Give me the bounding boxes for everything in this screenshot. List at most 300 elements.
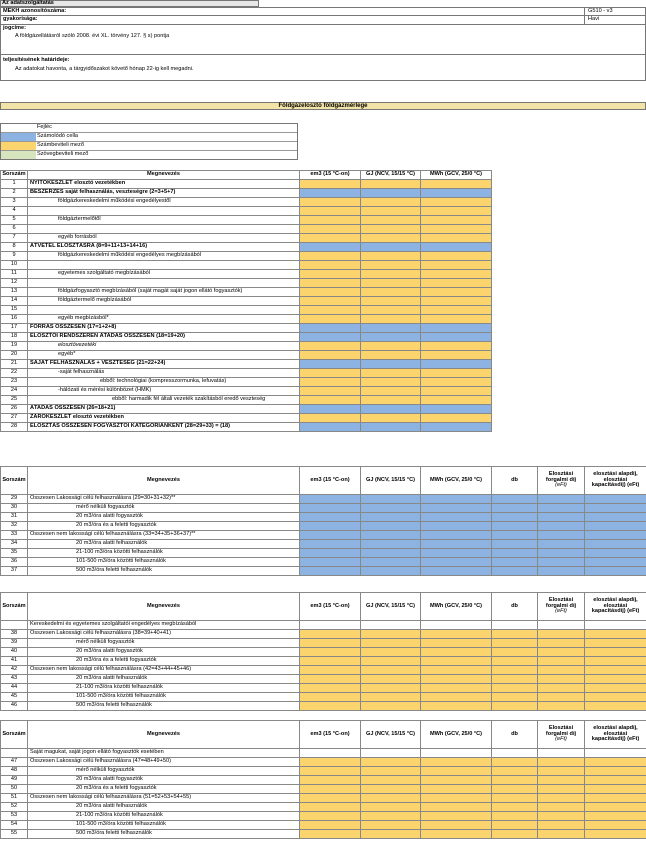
value-input-cell[interactable] (361, 794, 421, 803)
row-number: 25 (1, 396, 28, 405)
value-input-cell[interactable] (538, 830, 585, 839)
value-input-cell[interactable] (300, 252, 361, 261)
value-input-cell[interactable] (361, 803, 421, 812)
value-input-cell[interactable] (421, 297, 492, 306)
legend-label: Számbeviteli mező (37, 142, 84, 148)
row-label: 101-500 m3/óra közötti felhasználók (28, 693, 300, 702)
value-input-cell[interactable] (361, 180, 421, 189)
empty-cell (538, 621, 585, 630)
calculated-cell (421, 324, 492, 333)
col-dij1 (538, 467, 585, 495)
calculated-cell (538, 558, 585, 567)
value-input-cell[interactable] (421, 270, 492, 279)
table-row (1, 767, 646, 776)
value-input-cell[interactable] (361, 396, 421, 405)
value-input-cell[interactable] (300, 812, 361, 821)
empty-cell (361, 749, 421, 758)
row-number: 52 (1, 803, 28, 812)
calculated-cell (538, 549, 585, 558)
value-input-cell[interactable] (492, 657, 538, 666)
value-input-cell[interactable] (361, 270, 421, 279)
value-input-cell[interactable] (361, 821, 421, 830)
value-input-cell[interactable] (421, 306, 492, 315)
table-row (1, 830, 646, 839)
row-label: 20 m3/óra alatti felhasználók (28, 540, 300, 549)
value-input-cell[interactable] (421, 684, 492, 693)
value-input-cell[interactable] (421, 369, 492, 378)
distribution-table (0, 466, 646, 576)
value-input-cell[interactable] (492, 821, 538, 830)
table-row (1, 776, 646, 785)
value-input-cell[interactable] (585, 648, 646, 657)
value-input-cell[interactable] (361, 702, 421, 711)
value-input-cell[interactable] (361, 234, 421, 243)
value-input-cell[interactable] (492, 758, 538, 767)
table-row (1, 812, 646, 821)
table-row (1, 785, 646, 794)
value-input-cell[interactable] (421, 776, 492, 785)
value-input-cell[interactable] (421, 630, 492, 639)
row-label: földgázkereskedelmi működési engedélyestől (28, 198, 300, 207)
value-input-cell[interactable] (421, 234, 492, 243)
value-input-cell[interactable] (585, 675, 646, 684)
value-input-cell[interactable] (421, 387, 492, 396)
value-input-cell[interactable] (300, 396, 361, 405)
value-input-cell[interactable] (361, 279, 421, 288)
value-input-cell[interactable] (492, 803, 538, 812)
table-row (1, 216, 492, 225)
value-input-cell[interactable] (361, 414, 421, 423)
value-input-cell[interactable] (361, 776, 421, 785)
col-mwh: MWh (GCV, 25/0 °C) (421, 171, 492, 180)
empty-cell (492, 749, 538, 758)
value-input-cell[interactable] (492, 684, 538, 693)
value-input-cell[interactable] (585, 702, 646, 711)
value-input-cell[interactable] (300, 198, 361, 207)
value-input-cell[interactable] (492, 785, 538, 794)
value-input-cell[interactable] (361, 261, 421, 270)
legend-item (1, 124, 297, 133)
row-label: 500 m3/óra feletti felhasználók (28, 702, 300, 711)
col-m3: em3 (15 °C-on) (300, 467, 361, 495)
value-input-cell[interactable] (361, 315, 421, 324)
row-number: 53 (1, 812, 28, 821)
row-number: 1 (1, 180, 28, 189)
value-input-cell[interactable] (361, 767, 421, 776)
value-input-cell[interactable] (421, 279, 492, 288)
value-input-cell[interactable] (421, 767, 492, 776)
row-number: 30 (1, 504, 28, 513)
value-input-cell[interactable] (585, 821, 646, 830)
col-sorszam: Sorszám (1, 171, 28, 180)
value-input-cell[interactable] (361, 693, 421, 702)
value-input-cell[interactable] (421, 648, 492, 657)
row-number: 22 (1, 369, 28, 378)
table-row (1, 342, 492, 351)
value-input-cell[interactable] (585, 666, 646, 675)
calculated-cell (361, 522, 421, 531)
value-input-cell[interactable] (538, 702, 585, 711)
value-input-cell[interactable] (492, 630, 538, 639)
calculated-cell (492, 495, 538, 504)
value-input-cell[interactable] (492, 675, 538, 684)
value-input-cell[interactable] (421, 821, 492, 830)
row-number: 5 (1, 216, 28, 225)
row-label: 500 m3/óra feletti felhasználók (28, 567, 300, 576)
value-input-cell[interactable] (361, 812, 421, 821)
value-input-cell[interactable] (361, 198, 421, 207)
value-input-cell[interactable] (421, 396, 492, 405)
value-input-cell[interactable] (421, 207, 492, 216)
value-input-cell[interactable] (361, 378, 421, 387)
calculated-cell (492, 513, 538, 522)
value-input-cell[interactable] (361, 630, 421, 639)
balance-table (0, 170, 492, 432)
calculated-cell (300, 540, 361, 549)
value-input-cell[interactable] (421, 666, 492, 675)
row-number: 37 (1, 567, 28, 576)
value-input-cell[interactable] (538, 776, 585, 785)
table-row (1, 693, 646, 702)
value-input-cell[interactable] (585, 794, 646, 803)
value-input-cell[interactable] (300, 821, 361, 830)
legend-label: Fejléc (37, 124, 52, 130)
row-label: egyéb forrásból (28, 234, 300, 243)
value-input-cell[interactable] (585, 630, 646, 639)
value-input-cell[interactable] (421, 657, 492, 666)
calculated-cell (361, 423, 421, 432)
row-number: 35 (1, 549, 28, 558)
value-input-cell[interactable] (492, 693, 538, 702)
value-input-cell[interactable] (421, 639, 492, 648)
value-input-cell[interactable] (492, 702, 538, 711)
row-label: 20 m3/óra és a feletti fogyasztók (28, 522, 300, 531)
value-input-cell[interactable] (300, 234, 361, 243)
value-input-cell[interactable] (300, 378, 361, 387)
value-input-cell[interactable] (361, 675, 421, 684)
value-input-cell[interactable] (361, 306, 421, 315)
table-row (1, 639, 646, 648)
value-input-cell[interactable] (585, 758, 646, 767)
calculated-cell (300, 423, 361, 432)
value-input-cell[interactable] (421, 675, 492, 684)
deadline-label: teljesítésének határideje: (3, 57, 70, 63)
value-input-cell[interactable] (538, 630, 585, 639)
deadline-text: Az adatokat havonta, a tárgyidőszakot követő hónap 22-ig kell megadni. (15, 66, 194, 72)
row-label: Összesen Lakossági célú felhasználásra (29=30+31+32)** (28, 495, 300, 504)
value-input-cell[interactable] (361, 342, 421, 351)
empty-cell (538, 749, 585, 758)
value-input-cell[interactable] (585, 657, 646, 666)
value-input-cell[interactable] (538, 812, 585, 821)
value-input-cell[interactable] (538, 758, 585, 767)
value-input-cell[interactable] (361, 369, 421, 378)
freq-value: Havi (588, 16, 600, 22)
legend-item (1, 133, 297, 142)
table-row (1, 270, 492, 279)
value-input-cell[interactable] (300, 225, 361, 234)
value-input-cell[interactable] (492, 648, 538, 657)
value-input-cell[interactable] (300, 306, 361, 315)
value-input-cell[interactable] (585, 767, 646, 776)
value-input-cell[interactable] (300, 702, 361, 711)
value-input-cell[interactable] (538, 821, 585, 830)
value-input-cell[interactable] (585, 776, 646, 785)
value-input-cell[interactable] (538, 794, 585, 803)
value-input-cell[interactable] (492, 794, 538, 803)
table-row (1, 252, 492, 261)
value-input-cell[interactable] (421, 378, 492, 387)
section-title: Az adatszolgáltatás (2, 0, 54, 6)
table-row (1, 414, 492, 423)
calculated-cell (300, 558, 361, 567)
value-input-cell[interactable] (421, 198, 492, 207)
value-input-cell[interactable] (300, 657, 361, 666)
value-input-cell[interactable] (421, 785, 492, 794)
row-label: földgázfogyasztó megbízásából (saját magát saját jogon ellátó fogyasztók) (28, 288, 300, 297)
calculated-cell (421, 504, 492, 513)
value-input-cell[interactable] (421, 803, 492, 812)
calculated-cell (585, 540, 646, 549)
table-row (1, 657, 646, 666)
value-input-cell[interactable] (492, 812, 538, 821)
calculated-cell (300, 531, 361, 540)
value-input-cell[interactable] (585, 693, 646, 702)
value-input-cell[interactable] (361, 830, 421, 839)
row-label (28, 261, 300, 270)
row-number: 33 (1, 531, 28, 540)
value-input-cell[interactable] (300, 666, 361, 675)
value-input-cell[interactable] (585, 684, 646, 693)
value-input-cell[interactable] (361, 785, 421, 794)
row-number: 21 (1, 360, 28, 369)
col-dij1-unit: (eFt) (555, 736, 567, 743)
table-row (1, 324, 492, 333)
row-label: Összesen Lakossági célú felhasználásra (38=39+40+41) (28, 630, 300, 639)
col-mwh: MWh (GCV, 25/0 °C) (421, 721, 492, 749)
table-row (1, 540, 646, 549)
row-number: 29 (1, 495, 28, 504)
value-input-cell[interactable] (492, 767, 538, 776)
value-input-cell[interactable] (421, 702, 492, 711)
row-number: 45 (1, 693, 28, 702)
calculated-cell (585, 531, 646, 540)
col-m3: em3 (15 °C-on) (300, 593, 361, 621)
value-input-cell[interactable] (300, 675, 361, 684)
value-input-cell[interactable] (300, 414, 361, 423)
value-input-cell[interactable] (361, 684, 421, 693)
table-row (1, 702, 646, 711)
calculated-cell (585, 522, 646, 531)
value-input-cell[interactable] (421, 216, 492, 225)
value-input-cell[interactable] (361, 666, 421, 675)
row-number: 51 (1, 794, 28, 803)
row-number: 36 (1, 558, 28, 567)
value-input-cell[interactable] (300, 648, 361, 657)
mekh-label: MEKH azonosítószáma: (3, 8, 67, 14)
value-input-cell[interactable] (421, 830, 492, 839)
legend-swatch (1, 151, 36, 159)
value-input-cell[interactable] (300, 279, 361, 288)
value-input-cell[interactable] (492, 639, 538, 648)
row-number: 34 (1, 540, 28, 549)
table-row (1, 243, 492, 252)
row-label: mérő nélküli fogyasztók (28, 504, 300, 513)
value-input-cell[interactable] (538, 785, 585, 794)
col-megnevezes: Megnevezés (28, 593, 300, 621)
value-input-cell[interactable] (300, 758, 361, 767)
table-row (1, 423, 492, 432)
value-input-cell[interactable] (421, 812, 492, 821)
row-label: FORRÁS ÖSSZESEN (17=1+2+8) (28, 324, 300, 333)
legend-label: Szövegbeviteli mező (37, 151, 89, 157)
value-input-cell[interactable] (585, 812, 646, 821)
value-input-cell[interactable] (421, 252, 492, 261)
calculated-cell (300, 360, 361, 369)
value-input-cell[interactable] (300, 639, 361, 648)
value-input-cell[interactable] (361, 387, 421, 396)
value-input-cell[interactable] (300, 216, 361, 225)
value-input-cell[interactable] (421, 225, 492, 234)
value-input-cell[interactable] (421, 758, 492, 767)
value-input-cell[interactable] (300, 351, 361, 360)
value-input-cell[interactable] (492, 666, 538, 675)
table-row (1, 369, 492, 378)
calculated-cell (538, 522, 585, 531)
col-dij2: elosztási alapdíj, elosztási kapacitásdíj) (eFt) (585, 593, 646, 621)
row-label: -hálózati és mérési különbözet (HMK) (28, 387, 300, 396)
value-input-cell[interactable] (300, 776, 361, 785)
value-input-cell[interactable] (300, 369, 361, 378)
value-input-cell[interactable] (492, 830, 538, 839)
value-input-cell[interactable] (421, 261, 492, 270)
value-input-cell[interactable] (300, 684, 361, 693)
value-input-cell[interactable] (361, 657, 421, 666)
calculated-cell (361, 549, 421, 558)
value-input-cell[interactable] (585, 785, 646, 794)
table-row (1, 234, 492, 243)
row-number: 42 (1, 666, 28, 675)
value-input-cell[interactable] (300, 270, 361, 279)
calculated-cell (361, 495, 421, 504)
value-input-cell[interactable] (538, 693, 585, 702)
value-input-cell[interactable] (361, 758, 421, 767)
value-input-cell[interactable] (538, 657, 585, 666)
row-label: földgázkereskedelmi működési engedélyes megbízásából (28, 252, 300, 261)
value-input-cell[interactable] (361, 252, 421, 261)
value-input-cell[interactable] (361, 639, 421, 648)
value-input-cell[interactable] (421, 414, 492, 423)
col-dij1 (538, 721, 585, 749)
table-row (1, 684, 646, 693)
table-row (1, 225, 492, 234)
legal-label: jogcíme: (3, 25, 27, 31)
value-input-cell[interactable] (300, 630, 361, 639)
value-input-cell[interactable] (585, 639, 646, 648)
value-input-cell[interactable] (538, 803, 585, 812)
calculated-cell (421, 549, 492, 558)
value-input-cell[interactable] (361, 297, 421, 306)
row-number: 26 (1, 405, 28, 414)
legal-row (0, 25, 646, 55)
calculated-cell (300, 324, 361, 333)
row-label: földgáztermelőtől (28, 216, 300, 225)
mekh-row (0, 7, 646, 16)
table-row (1, 666, 646, 675)
row-number: 7 (1, 234, 28, 243)
row-number: 3 (1, 198, 28, 207)
value-input-cell[interactable] (421, 315, 492, 324)
value-input-cell[interactable] (421, 693, 492, 702)
value-input-cell[interactable] (585, 830, 646, 839)
value-input-cell[interactable] (300, 315, 361, 324)
value-input-cell[interactable] (300, 180, 361, 189)
row-label: mérő nélküli fogyasztók (28, 639, 300, 648)
value-input-cell[interactable] (421, 180, 492, 189)
value-input-cell[interactable] (300, 794, 361, 803)
divider (584, 16, 585, 24)
table-row (1, 189, 492, 198)
value-input-cell[interactable] (300, 342, 361, 351)
row-number: 20 (1, 351, 28, 360)
value-input-cell[interactable] (300, 785, 361, 794)
calculated-cell (585, 549, 646, 558)
value-input-cell[interactable] (361, 351, 421, 360)
table-row (1, 207, 492, 216)
value-input-cell[interactable] (585, 803, 646, 812)
col-db: db (492, 593, 538, 621)
row-label: 20 m3/óra alatti fogyasztók (28, 776, 300, 785)
value-input-cell[interactable] (538, 639, 585, 648)
col-gj: GJ (NCV, 15/15 °C) (361, 467, 421, 495)
value-input-cell[interactable] (300, 767, 361, 776)
value-input-cell[interactable] (300, 387, 361, 396)
value-input-cell[interactable] (421, 342, 492, 351)
value-input-cell[interactable] (361, 225, 421, 234)
value-input-cell[interactable] (300, 207, 361, 216)
row-number: 54 (1, 821, 28, 830)
value-input-cell[interactable] (538, 767, 585, 776)
value-input-cell[interactable] (300, 830, 361, 839)
value-input-cell[interactable] (421, 794, 492, 803)
calculated-cell (300, 513, 361, 522)
value-input-cell[interactable] (300, 261, 361, 270)
value-input-cell[interactable] (361, 207, 421, 216)
value-input-cell[interactable] (300, 297, 361, 306)
value-input-cell[interactable] (361, 216, 421, 225)
value-input-cell[interactable] (361, 648, 421, 657)
value-input-cell[interactable] (421, 288, 492, 297)
value-input-cell[interactable] (538, 684, 585, 693)
value-input-cell[interactable] (421, 351, 492, 360)
value-input-cell[interactable] (300, 803, 361, 812)
table-row (1, 821, 646, 830)
table-row (1, 396, 492, 405)
calculated-cell (361, 333, 421, 342)
value-input-cell[interactable] (538, 675, 585, 684)
value-input-cell[interactable] (300, 693, 361, 702)
value-input-cell[interactable] (538, 648, 585, 657)
value-input-cell[interactable] (492, 776, 538, 785)
table-row (1, 360, 492, 369)
row-label: -saját felhasználás (28, 369, 300, 378)
calculated-cell (361, 504, 421, 513)
value-input-cell[interactable] (361, 288, 421, 297)
legal-text: A földgázellátásról szóló 2008. évi XL. törvény 127. § s) pontja (15, 33, 170, 39)
value-input-cell[interactable] (538, 666, 585, 675)
value-input-cell[interactable] (300, 288, 361, 297)
row-label: ZÁRÓKÉSZLET elosztó vezetékben (28, 414, 300, 423)
